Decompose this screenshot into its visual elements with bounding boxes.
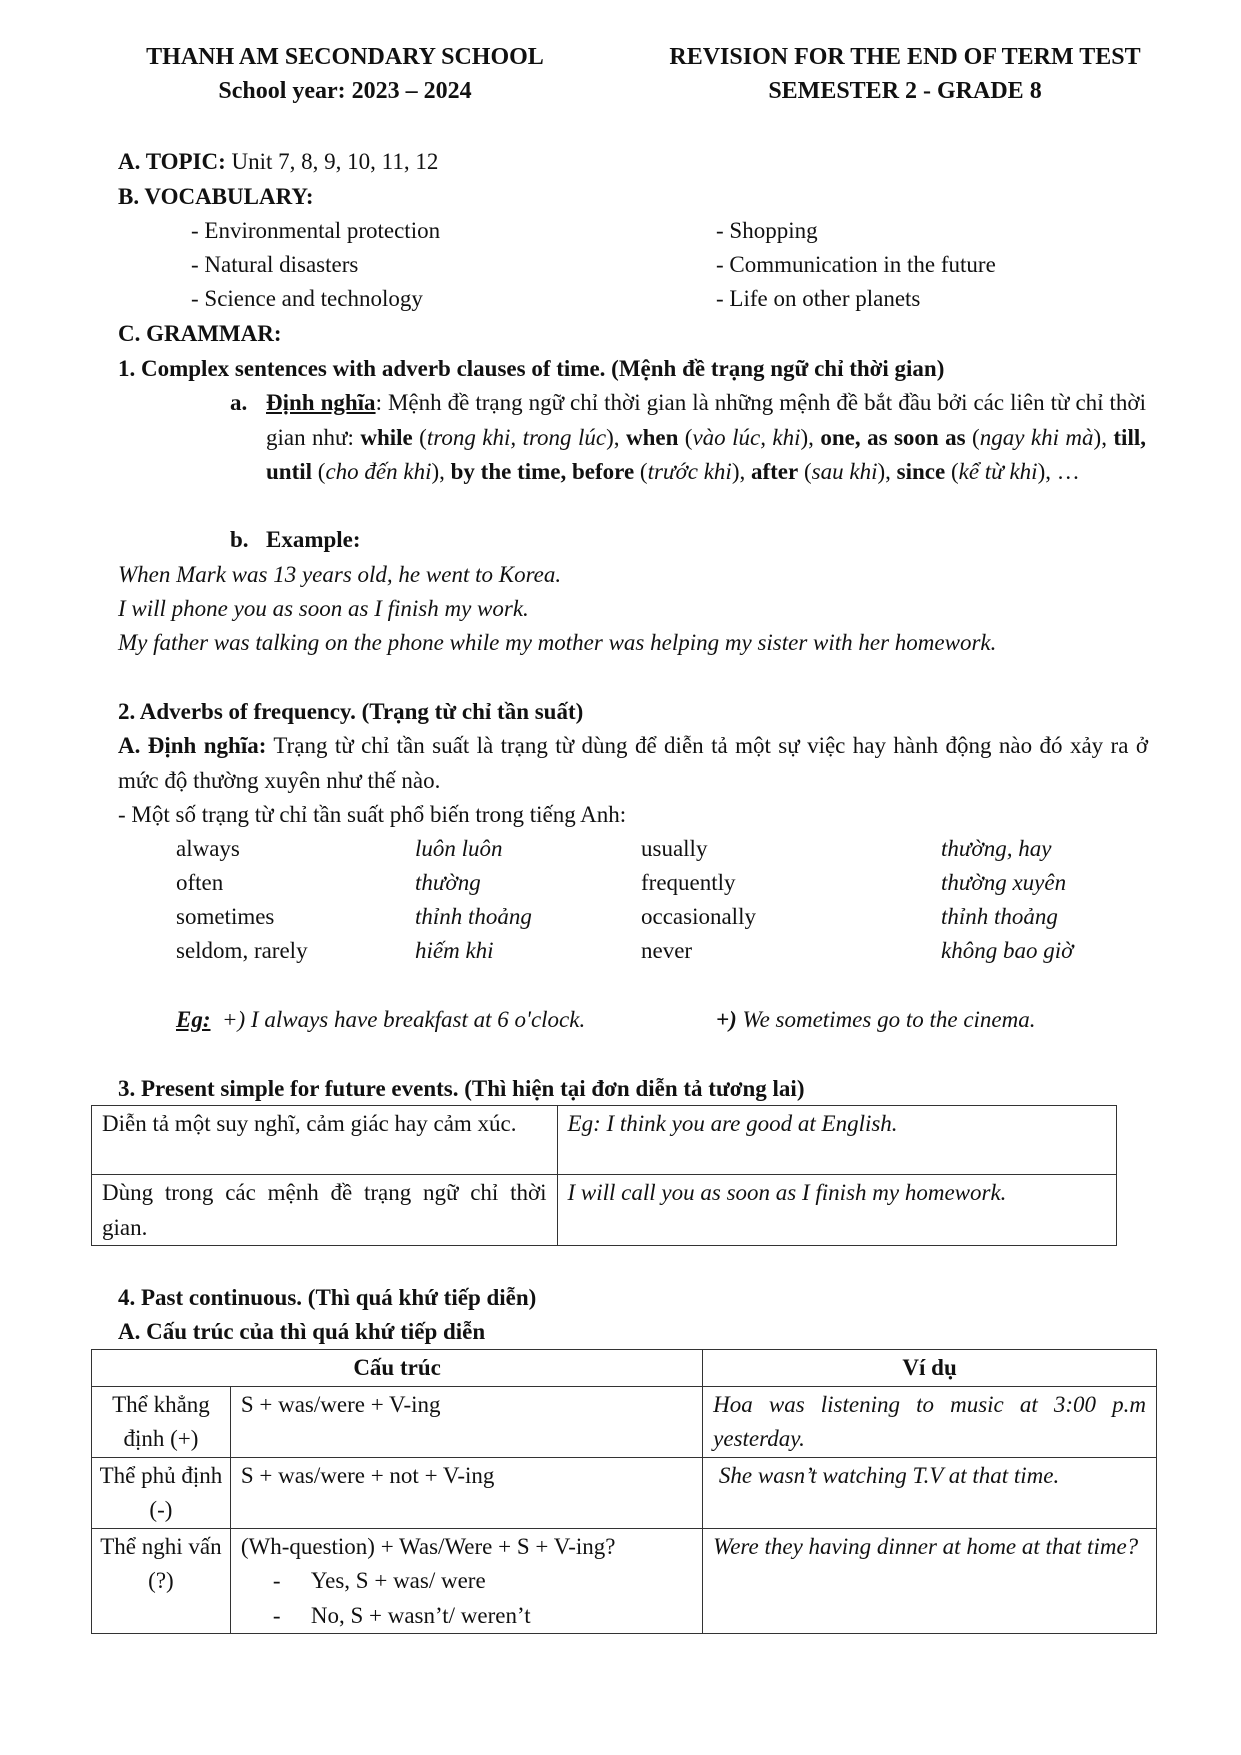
section2-example-1 [176, 1003, 585, 1038]
adverb-vi: không bao giờ [941, 938, 1074, 963]
table-cell [557, 1106, 1116, 1175]
eg-marker: +) [716, 1007, 737, 1032]
table-header-cell [92, 1350, 703, 1387]
definition-tail: ), … [1037, 459, 1080, 484]
adverb-vi: thường xuyên [941, 870, 1067, 895]
topic-value: Unit 7, 8, 9, 10, 11, 12 [225, 149, 439, 174]
table-cell [92, 1528, 231, 1634]
meaning-before: trước khi [647, 459, 732, 484]
meaning-when: vào lúc, khi [692, 424, 801, 450]
conj-while: while [360, 424, 413, 450]
vocab-item: - Shopping [716, 218, 818, 243]
past-continuous-table [91, 1349, 1157, 1634]
present-simple-table [91, 1105, 1117, 1246]
adverb-vi: thỉnh thoảng [415, 904, 532, 929]
table-row [92, 1457, 1157, 1528]
meaning-until: cho đến khi [325, 459, 432, 484]
adverb-en: never [641, 938, 693, 963]
example-text: I will call you as soon as I finish my homework. [567, 1180, 1007, 1205]
table-header-row [92, 1350, 1157, 1387]
table-cell [703, 1386, 1157, 1457]
section2-title: 2. Adverbs of frequency. (Trạng từ chỉ tần suất) [118, 699, 584, 724]
conj-since: since [896, 459, 946, 484]
section3-title: 3. Present simple for future events. (Thì hiện tại đơn diễn tả tương lai) [118, 1076, 805, 1101]
example-sentence: When Mark was 13 years old, he went to Korea. [118, 562, 562, 587]
table-cell [230, 1457, 702, 1528]
definition-label: A. Định nghĩa: [118, 733, 267, 758]
example-text: Hoa was listening to music at 3:00 p.m yesterday. [713, 1391, 1146, 1451]
vocab-item: - Life on other planets [716, 286, 921, 311]
vocab-item: - Environmental protection [191, 218, 441, 243]
adverb-vi: thường [415, 870, 481, 895]
list-item: - No, S + wasn’t/ weren’t [273, 1599, 702, 1634]
example-text: She wasn’t watching T.V at that time. [713, 1462, 1060, 1488]
example-sentence: My father was talking on the phone while my mother was helping my sister with her homework. [118, 630, 997, 655]
adverb-en: frequently [641, 870, 736, 895]
meaning-since: kể từ khi [958, 459, 1038, 484]
grammar-label: C. GRAMMAR: [118, 321, 282, 346]
table-row [92, 1528, 1157, 1634]
adverb-vi: hiếm khi [415, 938, 494, 963]
adverb-en: occasionally [641, 904, 756, 929]
vocab-item: - Communication in the future [716, 252, 996, 277]
table-row [92, 1386, 1157, 1457]
eg-sentence: We sometimes go to the cinema. [736, 1007, 1036, 1032]
table-cell [230, 1386, 702, 1457]
section1-title: 1. Complex sentences with adverb clauses of time. (Mệnh đề trạng ngữ chỉ thời gian) [118, 356, 945, 381]
vocabulary-label: B. VOCABULARY: [118, 184, 314, 209]
section1-definition: Định nghĩa: Mệnh đề trạng ngữ chỉ thời gian là những mệnh đề bắt đầu bởi các liên từ chỉ thời gian như: while (trong khi, trong lúc), when (vào lúc, khi), one, as soon as (ngay khi mà), till, until (cho đến khi), by the time, before (trước khi), after (sau khi), since (kể từ khi), … [266, 390, 1146, 484]
section4-title: 4. Past continuous. (Thì quá khứ tiếp diễn) [118, 1285, 537, 1310]
meaning-while: trong khi, trong lúc [426, 424, 607, 450]
meaning-after: sau khi [811, 459, 878, 484]
sentence-type: Thể phủ định (-) [99, 1462, 223, 1522]
section1-a-marker: a. [230, 390, 248, 415]
table-cell [92, 1175, 558, 1246]
adverb-vi: thỉnh thoảng [941, 904, 1058, 929]
topic-label: A. TOPIC: [118, 149, 226, 174]
use-text: Diễn tả một suy nghĩ, cảm giác hay cảm xúc. [102, 1111, 517, 1136]
conj-when: when [625, 424, 679, 450]
table-cell [557, 1175, 1116, 1246]
sentence-type: Thể nghi vấn (?) [100, 1533, 222, 1593]
conj-after: after [750, 459, 799, 484]
vocab-item: - Science and technology [191, 286, 423, 311]
definition-text: : Mệnh đề trạng ngữ chỉ thời gian là những mệnh đề bắt đầu bởi các liên từ chỉ thời gian như: [266, 390, 1146, 450]
adverb-en: sometimes [176, 904, 275, 929]
table-header-cell [703, 1350, 1157, 1387]
example-text: Eg: I think you are good at English. [567, 1111, 898, 1136]
table-cell [92, 1106, 558, 1175]
vocab-item: - Natural disasters [191, 252, 359, 277]
table-cell [92, 1386, 231, 1457]
definition-label: Định nghĩa [266, 390, 376, 415]
topic-line [118, 145, 438, 180]
adverb-en: always [176, 836, 240, 861]
use-text: Dùng trong các mệnh đề trạng ngữ chỉ thời gian. [102, 1180, 547, 1240]
answer-list [231, 1564, 702, 1633]
school-year: School year: 2023 – 2024 [218, 78, 472, 104]
conj-until: till, until [266, 424, 1146, 484]
eg-label: Eg: [176, 1007, 211, 1032]
section2-definition [118, 729, 1148, 798]
list-item: - Yes, S + was/ were [273, 1564, 702, 1599]
section4-subtitle: A. Cấu trúc của thì quá khứ tiếp diễn [118, 1319, 486, 1344]
table-row [92, 1106, 1117, 1175]
section2-example-2 [716, 1003, 1036, 1038]
table-cell [230, 1528, 702, 1634]
adverb-vi: luôn luôn [415, 836, 503, 861]
structure-text: S + was/were + not + V-ing [240, 1462, 495, 1488]
conj-before: by the time, before [450, 459, 635, 484]
document-title: REVISION FOR THE END OF TERM TEST [669, 44, 1141, 70]
definition-text: Trạng từ chỉ tần suất là trạng từ dùng để diễn tả một sự việc hay hành động nào đó xảy ra ở mức độ thường xuyên như thế nào. [118, 733, 1148, 793]
school-name: THANH AM SECONDARY SCHOOL [146, 44, 544, 70]
structure-text: S + was/were + V-ing [240, 1391, 441, 1417]
meaning-as-soon-as: ngay khi mà [979, 424, 1094, 450]
sentence-type: Thể khẳng định (+) [112, 1391, 210, 1451]
adverb-en: often [176, 870, 224, 895]
section1-b-marker: b. [230, 527, 249, 552]
eg-sentence: +) I always have breakfast at 6 o'clock. [222, 1007, 586, 1032]
example-text: Were they having dinner at home at that time? [713, 1533, 1139, 1559]
adverb-list-intro: - Một số trạng từ chỉ tần suất phổ biến trong tiếng Anh: [118, 802, 627, 827]
table-cell [703, 1457, 1157, 1528]
col-structure-header: Cấu trúc [353, 1355, 441, 1380]
col-example-header: Ví dụ [902, 1355, 957, 1380]
example-sentence: I will phone you as soon as I finish my work. [118, 596, 529, 621]
adverb-vi: thường, hay [941, 836, 1052, 861]
adverb-en: seldom, rarely [176, 938, 308, 963]
structure-text: (Wh-question) + Was/Were + S + V-ing? [240, 1533, 616, 1559]
table-row [92, 1175, 1117, 1246]
table-cell [703, 1528, 1157, 1634]
conj-as-soon-as: one, as soon as [820, 424, 966, 450]
table-cell [92, 1457, 231, 1528]
document-subtitle: SEMESTER 2 - GRADE 8 [768, 78, 1042, 104]
section1-example-label: Example: [266, 527, 361, 552]
adverb-en: usually [641, 836, 708, 861]
